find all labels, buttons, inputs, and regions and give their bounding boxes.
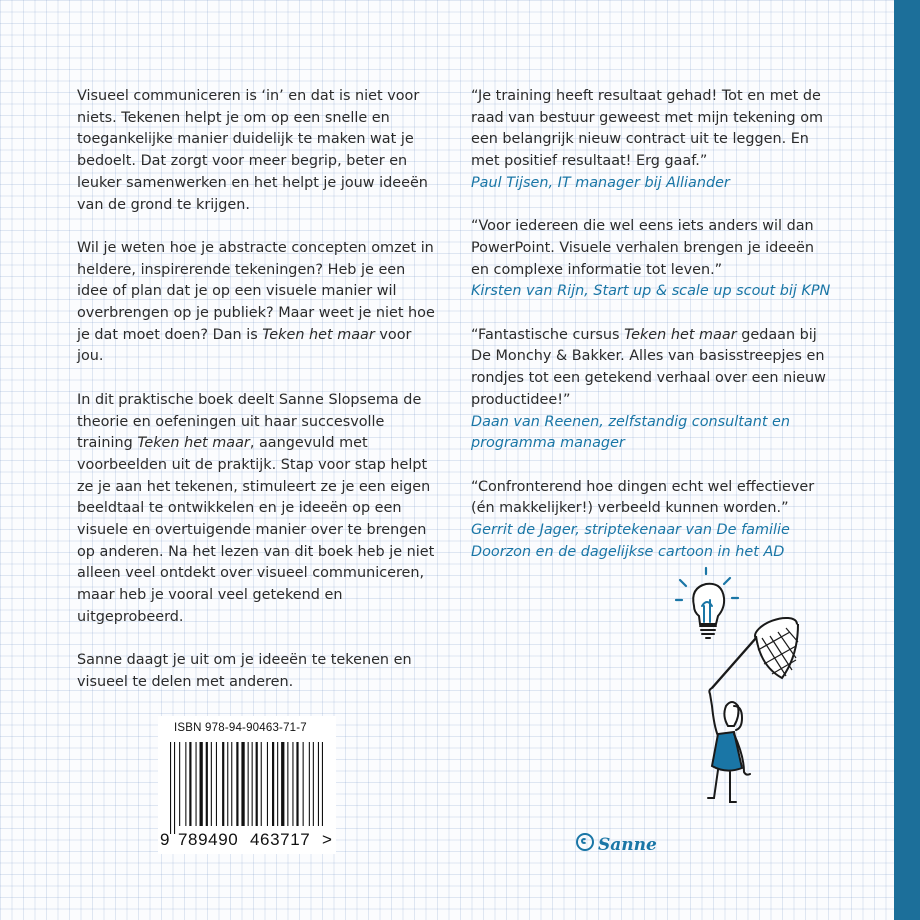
person-catching-idea-illustration (672, 566, 812, 806)
blurb-paragraph-1: Visueel communiceren is ‘in’ en dat is niet voor niets. Tekenen helpt je om op een snelle en toegankelijke manier duidelijk te maken wat je bedoelt. Dat zorgt voor meer begrip, beter en leuker samenwerken en het helpt je jouw ideeën van de grond te krijgen. (77, 88, 428, 213)
blurb-text: voor jou. (77, 326, 412, 365)
blurb-text: Wil je weten hoe je abstracte concepten omzet in heldere, inspirerende tekeningen? Heb je een idee of plan dat je op een visuele manier wil overbrengen op je publiek? Maar weet je niet hoe je dat moet doen? Dan is (77, 239, 435, 343)
ean-group-2: 463717 (250, 830, 311, 849)
book-title-inline: Teken het maar (624, 326, 737, 343)
quote-text: “Je training heeft resultaat gehad! Tot en met de raad van bestuur geweest met mijn tekening om een belangrijk nieuw contract uit te leggen. En met positief resultaat! Erg gaaf.” (471, 88, 824, 170)
isbn-label: ISBN 978-94-90463-71-7 (174, 722, 307, 734)
quote-3 (471, 325, 831, 455)
barcode-bar (241, 742, 244, 826)
quote-text: “Confronterend hoe dingen echt wel effectiever (én makkelijker!) verbeeld kunnen worden.” (471, 478, 815, 517)
blurb-paragraph-4: Sanne daagt je uit om je ideeën te tekenen en visueel te delen met anderen. (77, 652, 412, 690)
barcode-bar (261, 742, 262, 826)
blurb-text: In dit praktische boek deelt Sanne Slopsema de theorie en oefeningen uit haar succesvolle training (77, 391, 422, 452)
barcode-bar (277, 742, 278, 826)
barcode-bar (252, 742, 253, 826)
ean-first-digit: 9 (160, 830, 171, 849)
barcode-bar (296, 742, 298, 826)
signature-name: Sanne (598, 835, 657, 855)
quote-author: Gerrit de Jager, striptekenaar van De familie Doorzon en de dagelijkse cartoon in het AD (471, 522, 790, 560)
quote-text: gedaan bij De Monchy & Bakker. Alles van basisstreepjes en rondjes tot een getekend verhaal over een nieuw productidee!” (471, 326, 826, 408)
barcode-bar (322, 742, 323, 826)
quote-author: Daan van Reenen, zelfstandig consultant en programma manager (471, 413, 791, 452)
barcode-bar (256, 742, 258, 826)
barcode-bar (267, 742, 268, 826)
barcode-bar (179, 742, 180, 826)
book-title-inline: Teken het maar (262, 326, 375, 343)
quote-text: “Voor iedereen die wel eens iets anders wil dan PowerPoint. Visuele verhalen brengen je ideeën en complexe informatie tot leven.” (471, 218, 814, 278)
barcode-bar (227, 742, 228, 826)
barcode-bar (174, 742, 175, 834)
book-spine-stripe (894, 0, 920, 920)
quote-text: “Fantastische cursus (471, 326, 625, 343)
barcode-bar (309, 742, 310, 826)
barcode-bar (170, 742, 171, 834)
barcode-bar (185, 742, 186, 826)
quote-2 (471, 216, 831, 303)
quotes-column (471, 86, 831, 585)
copyright-icon (576, 833, 594, 851)
barcode-bar (211, 742, 212, 826)
quote-author: Paul Tijsen, IT manager bij Alliander (471, 174, 730, 191)
ean-group-1: 789490 (178, 830, 239, 849)
ean-quiet-zone-marker: > (322, 830, 333, 849)
blurb-text: , aangevuld met voorbeelden uit de praktijk. Stap voor stap helpt ze je aan het tekenen, stimuleert ze je een eigen beeldtaal te ontwikkelen en je ideeën op een visuele en overtuigende manier over te brengen op anderen. Na het lezen van dit boek heb je niet alleen veel ontdekt over visueel communiceren, maar heb je vooral veel getekend en uitgeprobeerd. (77, 435, 435, 625)
blurb-column (77, 86, 437, 715)
quote-author: Kirsten van Rijn, Start up & scale up scout bij KPN (471, 283, 831, 300)
blurb-paragraph-2 (77, 238, 437, 368)
person-icon (708, 688, 750, 802)
barcode-bar (216, 742, 217, 826)
barcode-bar (281, 742, 284, 826)
blurb-paragraph-3 (77, 390, 437, 629)
quote-4 (471, 477, 831, 564)
barcode-bar (222, 742, 224, 826)
isbn-barcode (158, 716, 336, 854)
butterfly-net-icon (712, 613, 800, 688)
barcode-bar (196, 742, 197, 826)
barcode-bar (189, 742, 191, 826)
barcode-bars (168, 742, 326, 834)
barcode-bar (313, 742, 314, 826)
barcode-bar (272, 742, 274, 826)
author-signature (576, 833, 657, 855)
barcode-bar (318, 742, 319, 826)
book-title-inline: Teken het maar (137, 435, 250, 452)
barcode-bar (236, 742, 238, 826)
ean-digits (160, 830, 336, 850)
quote-1 (471, 86, 831, 195)
barcode-bar (206, 742, 208, 826)
barcode-bar (200, 742, 203, 826)
barcode-bar (248, 742, 249, 826)
barcode-bar (287, 742, 288, 826)
lightbulb-icon (676, 568, 738, 638)
barcode-bar (231, 742, 232, 826)
barcode-bar (292, 742, 293, 826)
barcode-bar (303, 742, 304, 826)
